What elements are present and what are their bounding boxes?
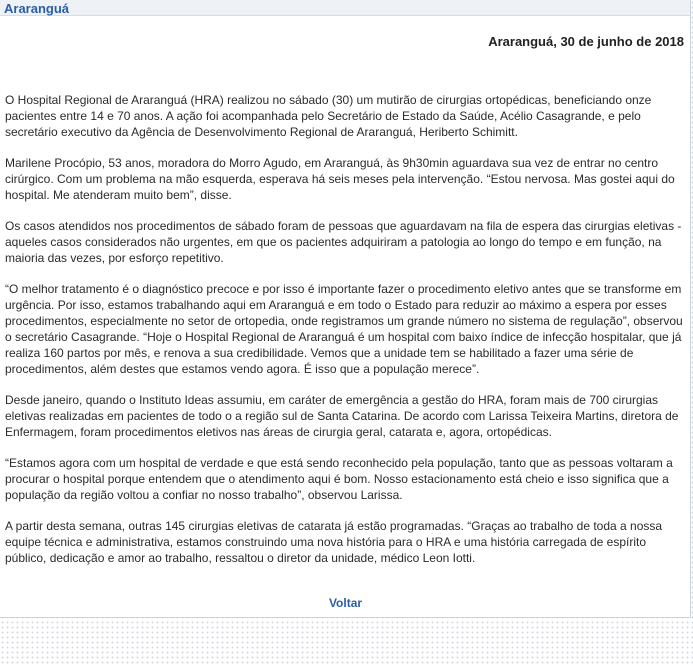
article-paragraph: Os casos atendidos nos procedimentos de sábado foram de pessoas que aguardavam na fila de espera das cirurgias eletivas - aqueles casos considerados não urgentes, em que os pacientes adquiriram a patologia ao longo do tempo e em função, na maioria das vezes, por esforço repetitivo.: [5, 219, 682, 265]
header-bar: [0, 0, 690, 16]
article-paragraph: A partir desta semana, outras 145 cirurgias eletivas de catarata já estão programadas. “Graças ao trabalho de toda a nossa equipe técnica e administrativa, estamos construindo uma nova história para o HRA e uma história carregada de espírito público, dedicação e amor ao trabalho, ressaltou o diretor da unidade, médico Leon Iotti.: [5, 519, 663, 565]
back-link[interactable]: Voltar: [328, 596, 363, 610]
article-paragraph: “O melhor tratamento é o diagnóstico precoce e por isso é importante fazer o procedimento eletivo antes que se transforme em urgência. Por isso, estamos trabalhando aqui em Araranguá e em todo o Estado para reduzir ao máximo a espera por esses procedimentos, especialmente no setor de ortopedia, onde registramos um grande número no sistema de regulação”, observou o secretário Casagrande. “Hoje o Hospital Regional de Araranguá é um hospital com baixo índice de infecção hospitalar, que já realiza 160 partos por mês, e renova a sua credibilidade. Vemos que a unidade tem se habilitado a fazer uma série de procedimentos, além destes que estamos vendo agora. É isso que a população merece”.: [5, 282, 683, 376]
header-title: Araranguá: [4, 1, 70, 16]
article-paragraph: Marilene Procópio, 53 anos, moradora do Morro Agudo, em Araranguá, às 9h30min aguardava sua vez de entrar no centro cirúrgico. Com um problema na mão esquerda, esperava há seis meses pela intervenção. “Estou nervosa. Mas gostei aqui do hospital. Me atenderam muito bem”, disse.: [5, 156, 675, 202]
article-paragraph: Desde janeiro, quando o Instituto Ideas assumiu, em caráter de emergência a gestão do HRA, foram mais de 700 cirurgias eletivas realizadas em pacientes de todo o a região sul de Santa Catarina. De acordo com Larissa Teixeira Martins, diretora de Enfermagem, foram procedimentos eletivos nas áreas de cirurgia geral, catarata e, agora, ortopédicas.: [5, 393, 679, 439]
article-paragraph: “Estamos agora com um hospital de verdade e que está sendo reconhecido pela população, tanto que as pessoas voltaram a procurar o hospital porque entendem que o atendimento aqui é bom. Nosso estacionamento está cheio e isso significa que a população da região voltou a confiar no nosso trabalho”, observou Larissa.: [5, 456, 673, 502]
article-body: [5, 92, 686, 581]
article-date: Araranguá, 30 de junho de 2018: [488, 34, 684, 49]
article-paragraph: O Hospital Regional de Araranguá (HRA) realizou no sábado (30) um mutirão de cirurgias ortopédicas, beneficiando onze pacientes entre 14 e 70 anos. A ação foi acompanhada pelo Secretário de Estado da Saúde, Acélio Casagrande, e pelo secretário executivo da Agência de Desenvolvimento Regional de Araranguá, Heriberto Schimitt.: [5, 93, 652, 139]
back-link-container: [0, 594, 691, 612]
